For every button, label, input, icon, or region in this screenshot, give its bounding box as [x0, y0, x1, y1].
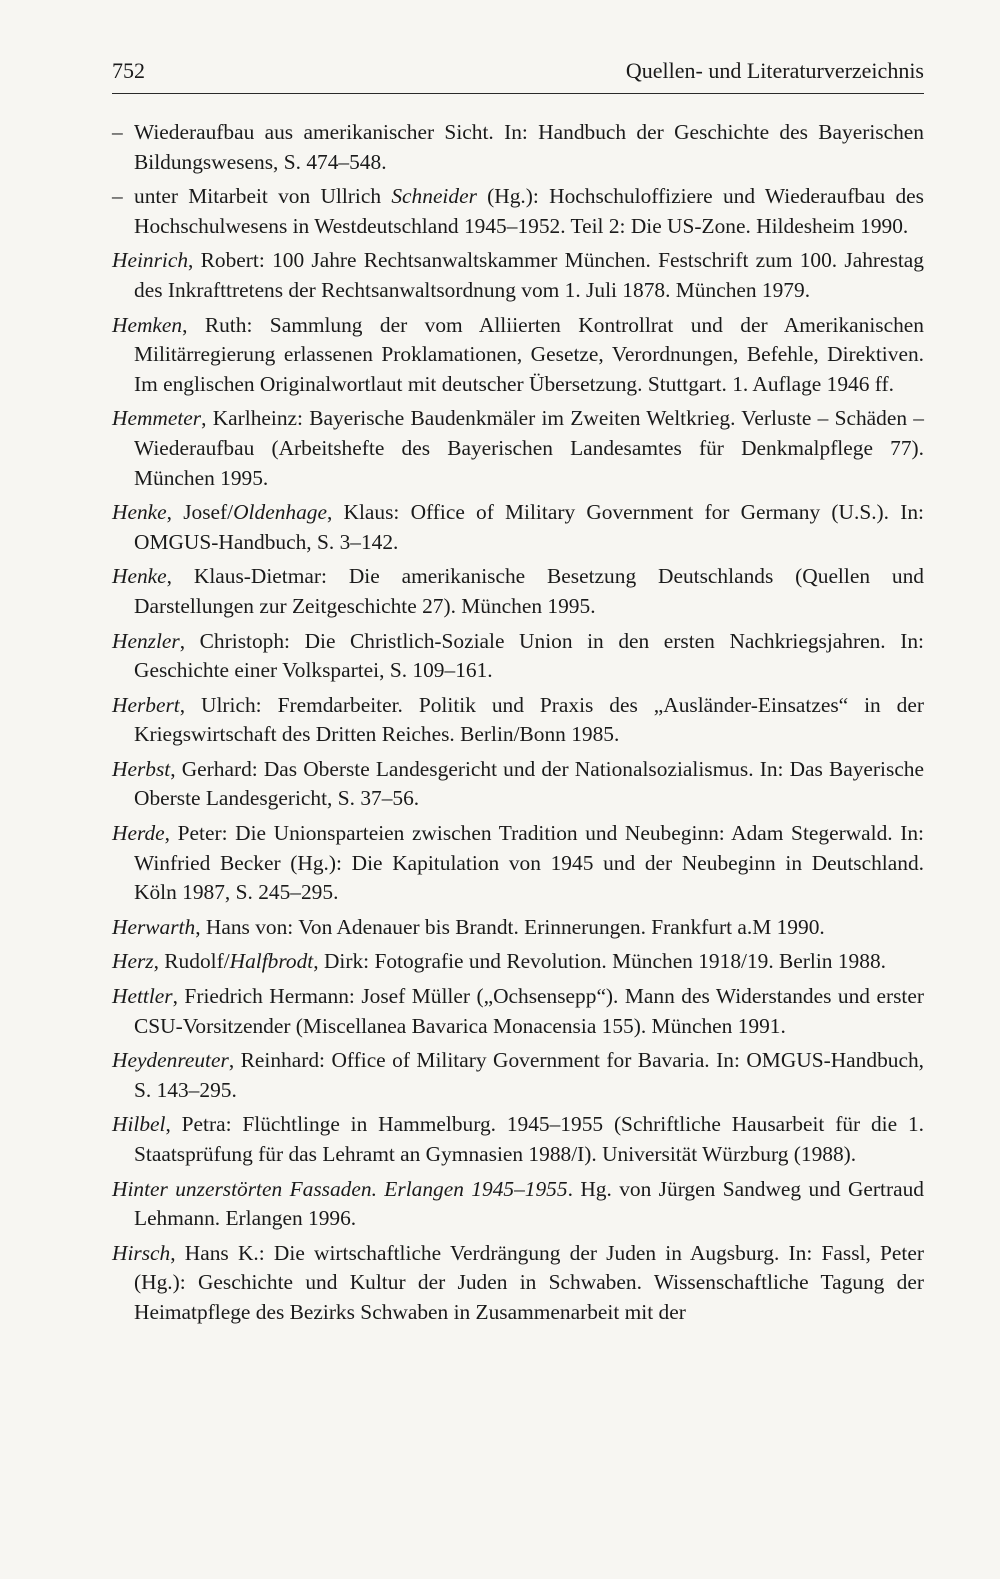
bibliography-entry: [112, 1175, 924, 1234]
bibliography-entry: [112, 982, 924, 1041]
page-header: [112, 58, 924, 90]
entry-text: . Hg. von Jürgen Sandweg und Gertraud Lehmann. Erlangen 1996.: [134, 1176, 925, 1231]
bibliography-entry: [112, 819, 924, 908]
entry-text: , Gerhard: Das Oberste Landesgericht und der Nationalsozialismus. In: Das Bayerische Oberste Landesgericht, S. 37–56.: [134, 756, 924, 811]
entry-author: Hilbel: [112, 1112, 166, 1137]
bibliography-entry: [112, 913, 924, 943]
entry-author: Hemmeter: [112, 406, 202, 431]
page-number: 752: [112, 58, 145, 83]
bibliography-entry: [112, 627, 924, 686]
entry-text: , Karlheinz: Bayerische Baudenkmäler im Zweiten Weltkrieg. Verluste – Schäden – Wiederaufbau (Arbeitshefte des Bayerischen Landesamtes für Denkmalpflege 77). München 1995.: [134, 406, 924, 490]
entry-text-prefix: unter Mitarbeit von Ullrich: [134, 184, 392, 209]
entry-text: , Hans K.: Die wirtschaftliche Verdrängung der Juden in Augsburg. In: Fassl, Peter (Hg.): Geschichte und Kultur der Juden in Schwaben. Wissenschaftliche Tagung der Heimatpflege des Bezirks Schwaben in Zusammenarbeit mit der: [134, 1240, 924, 1324]
entry-author: Henke: [112, 500, 167, 525]
entry-author: Hemken: [112, 312, 183, 337]
entry-dash: –: [112, 184, 123, 209]
entry-text: , Ulrich: Fremdarbeiter. Politik und Praxis des „Ausländer-Einsatzes“ in der Kriegswirtschaft des Dritten Reiches. Berlin/Bonn 1985.: [134, 692, 924, 747]
entry-text: , Petra: Flüchtlinge in Hammelburg. 1945–1955 (Schriftliche Hausarbeit für die 1. Staatsprüfung für das Lehramt an Gymnasien 1988/I). Universität Würzburg (1988).: [134, 1112, 924, 1166]
bibliography-entry: [112, 947, 924, 977]
bibliography-entry: [112, 755, 924, 814]
bibliography-entry: [112, 1046, 924, 1105]
entry-author: Heinrich: [112, 248, 189, 273]
entry-text: , Robert: 100 Jahre Rechtsanwaltskammer München. Festschrift zum 100. Jahrestag des Inkrafttretens der Rechtsanwaltsordnung vom 1. Juli 1878. München 1979.: [134, 248, 924, 302]
entry-author: Henke: [112, 564, 167, 589]
entry-coauthor: Halfbrodt: [229, 949, 314, 974]
bibliography-entry: [112, 311, 924, 400]
entry-author: Hettler: [112, 984, 173, 1009]
entry-author: Herde: [112, 821, 165, 846]
entry-coauthor: Oldenhage: [233, 500, 327, 525]
entry-text: , Hans von: Von Adenauer bis Brandt. Erinnerungen. Frankfurt a.M 1990.: [195, 914, 825, 939]
bibliography-entry: [112, 1239, 924, 1328]
bibliography-entry: [112, 118, 924, 177]
bibliography-entry: [112, 1110, 924, 1169]
entry-author: Herbert: [112, 692, 180, 717]
entry-author: Herwarth: [112, 914, 196, 939]
header-rule: [112, 93, 924, 94]
entry-text: (Hg.): Hochschuloffiziere und Wiederaufbau des Hochschulwesens in Westdeutschland 1945–1952. Teil 2: Die US-Zone. Hildesheim 1990.: [134, 184, 924, 238]
entry-text: , Christoph: Die Christlich-Soziale Union in den ersten Nachkriegsjahren. In: Geschichte einer Volkspartei, S. 109–161.: [134, 628, 924, 683]
bibliography-entry: [112, 246, 924, 305]
bibliography-entry: [112, 562, 924, 621]
entry-text: , Klaus-Dietmar: Die amerikanische Besetzung Deutschlands (Quellen und Darstellungen zur Zeitgeschichte 27). München 1995.: [134, 564, 924, 618]
bibliography-entry: [112, 498, 924, 557]
entry-author: Hirsch: [112, 1240, 171, 1265]
entry-text: , Ruth: Sammlung der vom Alliierten Kontrollrat und der Amerikanischen Militärregierung erlassenen Proklamationen, Gesetze, Verordnungen, Befehle, Direktiven. Im englischen Originalwortlaut mit deutscher Übersetzung. Stuttgart. 1. Auflage 1946 ff.: [134, 312, 924, 396]
entry-author: Henzler: [112, 628, 180, 653]
bibliography-entry: [112, 404, 924, 493]
bibliography-list: [112, 118, 924, 1333]
entry-author: Herbst: [112, 756, 171, 781]
entry-text-continued: , Dirk: Fotografie und Revolution. München 1918/19. Berlin 1988.: [313, 949, 886, 974]
entry-author: Herz: [112, 949, 154, 974]
running-head: Quellen- und Literaturverzeichnis: [625, 58, 924, 83]
bibliography-entry: [112, 691, 924, 750]
entry-text: Wiederaufbau aus amerikanischer Sicht. In: Handbuch der Geschichte des Bayerischen Bildungswesens, S. 474–548.: [134, 120, 924, 174]
entry-text: , Josef/: [166, 500, 234, 525]
entry-text: , Reinhard: Office of Military Government for Bavaria. In: OMGUS-Handbuch, S. 143–295.: [134, 1048, 924, 1102]
entry-author: Heydenreuter: [112, 1048, 229, 1073]
entry-text: , Rudolf/: [153, 949, 230, 974]
entry-text: , Friedrich Hermann: Josef Müller („Ochsensepp“). Mann des Widerstandes und erster CSU-Vorsitzender (Miscellanea Bavarica Monacensia 155). München 1991.: [134, 984, 924, 1038]
entry-dash: –: [112, 120, 123, 144]
entry-text: , Peter: Die Unionsparteien zwischen Tradition und Neubeginn: Adam Stegerwald. In: Winfried Becker (Hg.): Die Kapitulation von 1945 und der Neubeginn in Deutschland. Köln 1987, S. 245–295.: [134, 821, 924, 905]
entry-author: Schneider: [391, 184, 477, 209]
entry-text-continued: , Klaus: Office of Military Government for Germany (U.S.). In: OMGUS-Handbuch, S. 3–142.: [134, 500, 924, 554]
entry-title: Hinter unzerstörten Fassaden. Erlangen 1945–1955: [112, 1176, 568, 1201]
bibliography-entry: [112, 182, 924, 241]
